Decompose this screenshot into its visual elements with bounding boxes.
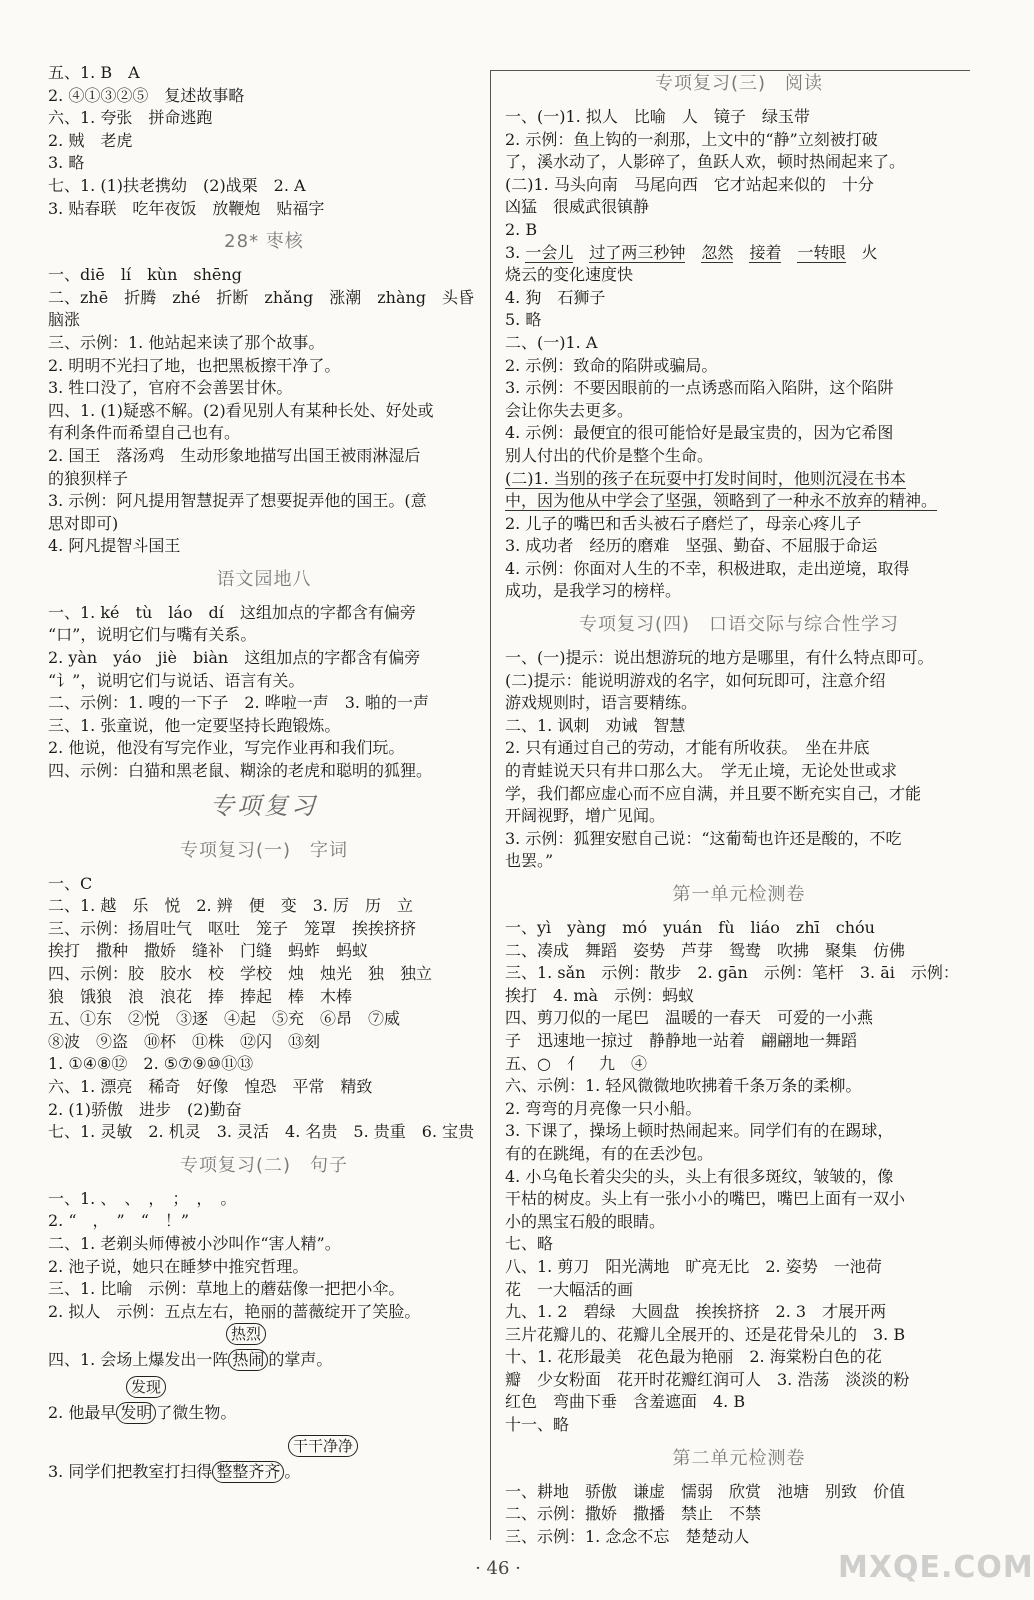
answer-line: 2. 弯弯的月亮像一只小船。 [505, 1098, 702, 1118]
answer-line: 2. yàn yáo jiè biàn 这组加点的字都含有偏旁 [48, 648, 421, 668]
answer-line: 3. 示例：阿凡提用智慧捉弄了想要捉弄他的国王。(意 [48, 491, 427, 511]
answer-fragment: 3. [505, 242, 526, 262]
answer-line: 2. B [505, 219, 538, 239]
answer-line: 十一、略 [505, 1415, 570, 1435]
circled-word: 热闹 [228, 1349, 268, 1371]
answer-fragment: 一转眼 [797, 242, 846, 262]
answer-line: 2. 明明不光扫了地，也把黑板擦干净了。 [48, 355, 341, 375]
answer-line: 2. 国王 落汤鸡 生动形象地描写出国王被雨淋湿后 [48, 445, 421, 465]
answer-line: 三、1. sǎn 示例：散步 2. gān 示例：笔杆 3. āi 示例： [505, 963, 959, 983]
answer-line: 九、1. 2 碧绿 大圆盘 挨挨挤挤 2. 3 才展开两 [505, 1302, 887, 1322]
answer-line: 三、示例：扬眉吐气 呕吐 笼子 笼罩 挨挨挤挤 [48, 918, 417, 938]
answer-line: 开阔视野，增广见闻。 [505, 806, 666, 826]
watermark-logo [838, 1542, 1034, 1594]
answer-line: 四、示例：白猫和黑老鼠、糊涂的老虎和聪明的狐狸。 [48, 761, 433, 781]
answer-line: 二、凑成 舞蹈 姿势 芦芽 鸳鸯 吹拂 聚集 仿佛 [505, 940, 906, 960]
correction-label: 发现 [126, 1376, 166, 1398]
sentence-text: 。 [284, 1461, 301, 1481]
answer-line: 4. 小乌龟长着尖尖的头，头上有很多斑纹，皱皱的，像 [505, 1166, 894, 1186]
sentence-text: 3. 同学们把教室打扫得 [48, 1461, 213, 1481]
section-title: 第二单元检测卷 [672, 1447, 806, 1469]
circled-word: 整整齐齐 [212, 1461, 284, 1483]
answer-line: 4. 狗 石狮子 [505, 287, 606, 307]
answer-line: 二、zhē 折腾 zhé 折断 zhǎng 涨潮 zhàng 头昏 [48, 287, 475, 307]
answer-line: 2. 贼 老虎 [48, 130, 133, 150]
sentence-text: 2. 他最早 [48, 1402, 117, 1422]
answer-line: 学，我们都应虚心而不应自满，并且要不断充实自己，才能 [505, 783, 922, 803]
answer-line: 3. 示例：不要因眼前的一点诱惑而陷入陷阱，这个陷阱 [505, 378, 894, 398]
section-title: 专项复习(四) 口语交际与综合性学习 [578, 614, 900, 636]
answer-line: 2. 示例：鱼上钩的一刹那，上文中的“静”立刻被打破 [505, 129, 878, 149]
answer-line: 四、示例：胶 胶水 校 学校 烛 烛光 独 独立 [48, 964, 433, 983]
answer-line: 2. 池子说，她只在睡梦中推究哲理。 [48, 1256, 309, 1276]
sentence-text: 四、1. 会场上爆发出一阵 [48, 1350, 229, 1370]
answer-line: 2. “ ， ” “ ！” [48, 1211, 190, 1231]
sentence-text: 的掌声。 [268, 1350, 333, 1370]
answer-line: 四、1. (1)疑惑不解。(2)看见别人有某种长处、好处或 [48, 400, 434, 420]
answer-line: 的狼狈样子 [48, 468, 129, 488]
answer-line: 3. 成功者 经历的磨难 坚强、勤奋、不屈服于命运 [505, 536, 878, 556]
answer-line: 五、○ 亻 九 ④ [505, 1053, 647, 1073]
underlined-answer-line [505, 468, 973, 491]
answer-line: 一、C [48, 873, 93, 893]
answer-line: 凶猛 很威武很镇静 [505, 197, 650, 217]
answer-line: 六、示例：1. 轻风微微地吹拂着千条万条的柔柳。 [505, 1076, 862, 1096]
section-title: 第一单元检测卷 [672, 884, 806, 905]
answer-line: (二)1. 马头向南 马尾向西 它才站起来似的 十分 [505, 174, 874, 194]
answer-fragment: 中，因为他从中学会了坚强，领略到了一种永不放弃的精神。 [505, 491, 938, 511]
underlined-answer-line [505, 242, 973, 265]
correction-label: 热烈 [226, 1323, 266, 1345]
answer-line: 挨打 4. mà 示例：蚂蚁 [505, 985, 695, 1005]
answer-line: 十、1. 花形最美 花色最为艳丽 2. 海棠粉白色的花 [505, 1347, 882, 1367]
answer-line: 八、1. 剪刀 阳光满地 旷亮无比 2. 姿势 一池荷 [505, 1256, 882, 1276]
answer-line: 二、1. 讽刺 劝诫 智慧 [505, 715, 686, 735]
answer-line: 二、1. 越 乐 悦 2. 辨 便 变 3. 厉 历 立 [48, 896, 414, 916]
answer-line: 三、示例：1. 念念不忘 楚楚动人 [505, 1526, 750, 1546]
section-title: 28* 枣核 [224, 231, 304, 253]
answer-line: 二、示例：撒娇 撒播 禁止 不禁 [505, 1504, 762, 1524]
correction-label: 干干净净 [288, 1435, 358, 1457]
answer-line: 2. 只有通过自己的劳动，才能有所收获。 坐在井底 [505, 738, 870, 758]
answer-line: 1. ①④⑧⑫ 2. ⑤⑦⑨⑩⑪⑬ [48, 1054, 254, 1074]
answer-fragment: 过了两三秒钟 [589, 242, 686, 262]
answer-line: 二、(一)1. A [505, 332, 598, 352]
section-title: 专项复习 [210, 791, 318, 820]
answer-fragment [573, 243, 589, 262]
answer-line: 三、1. 比喻 示例：草地上的蘑菇像一把把小伞。 [48, 1279, 405, 1299]
sentence-text: 了微生物。 [156, 1402, 237, 1422]
watermark-text: MXQE.COM [838, 1550, 1034, 1585]
annotated-sentence [48, 1377, 480, 1425]
answer-line: 5. 略 [505, 310, 542, 330]
answer-line: 六、1. 漂亮 稀奇 好像 惶恐 平常 精致 [48, 1076, 373, 1096]
answer-line: 2. (1)骄傲 进步 (2)勤奋 [48, 1099, 242, 1119]
answer-line: 五、1. B A [48, 63, 140, 82]
answer-line: 烧云的变化速度快 [505, 265, 634, 285]
answer-line: 3. 贴春联 吃年夜饭 放鞭炮 贴福字 [48, 198, 325, 218]
answer-line: 四、剪刀似的一尾巴 温暖的一春天 可爱的一小燕 [505, 1008, 874, 1028]
answer-fragment: 一会儿 [525, 242, 574, 262]
answer-line: 一、yì yàng mó yuán fù liáo zhī chóu [505, 918, 875, 937]
answer-line: 一、耕地 骄傲 谦虚 懦弱 欣赏 池塘 别致 价值 [505, 1481, 906, 1501]
answer-line: 2. ④①③②⑤ 复述故事略 [48, 85, 245, 105]
answer-line: 4. 阿凡提智斗国王 [48, 536, 181, 556]
answer-line: 3. 略 [48, 153, 85, 173]
answer-line: 2. 示例：致命的陷阱或骗局。 [505, 355, 718, 375]
answer-line: 思对即可) [48, 513, 119, 533]
column-divider [490, 70, 491, 1540]
answer-line: 2. 儿子的嘴巴和舌头被石子磨烂了，母亲心疼儿子 [505, 513, 862, 533]
section-title: 语文园地八 [216, 568, 312, 590]
answer-line: 小的黑宝石般的眼睛。 [505, 1211, 666, 1231]
answer-line: 2. 他说，他没有写完作业，写完作业再和我们玩。 [48, 738, 405, 758]
answer-line: 瓣 少女粉面 花开时花瓣红润可人 3. 浩荡 淡淡的粉 [505, 1369, 910, 1389]
answer-line: 的青蛙说天只有井口那么大。 学无止境，无论处世或求 [505, 761, 898, 781]
answer-line: 3. 下课了，操场上顿时热闹起来。同学们有的在踢球， [505, 1121, 894, 1141]
answer-line: “讠”，说明它们与说话、语言有关。 [48, 670, 305, 690]
answer-fragment: 接着 [749, 242, 782, 262]
answer-line: 二、1. 老剃头师傅被小沙叫作“害人精”。 [48, 1233, 341, 1253]
section-title: 专项复习(一) 字词 [179, 839, 349, 861]
answer-line: 七、略 [505, 1234, 554, 1254]
answer-line: 三片花瓣儿的、花瓣儿全展开的、还是花骨朵儿的 3. B [505, 1324, 906, 1344]
answer-line: 3. 示例：狐狸安慰自己说：“这葡萄也许还是酸的，不吃 [505, 828, 902, 848]
answer-line: (二)提示：能说明游戏的名字，如何玩即可，注意介绍 [505, 670, 886, 690]
answer-line: 成功，是我学习的榜样。 [505, 581, 682, 601]
answer-line: 红色 弯曲下垂 含羞遮面 4. B [505, 1392, 746, 1412]
answer-line: 脑涨 [48, 310, 81, 330]
answer-fragment [733, 243, 749, 262]
answer-line: 会让你失去更多。 [505, 400, 634, 420]
underlined-answer-line [505, 490, 973, 513]
answer-line: “口”，说明它们与嘴有关系。 [48, 625, 257, 645]
answer-line: 一、(一)提示：说出想游玩的地方是哪里，有什么特点即可。 [505, 648, 934, 668]
answer-line: 二、示例：1. 嗖的一下子 2. 哗啦一声 3. 啪的一声 [48, 693, 430, 713]
right-column [505, 62, 973, 1548]
annotated-sentence [48, 1436, 480, 1484]
answer-line: 有的在跳绳，有的在丢沙包。 [505, 1143, 714, 1163]
answer-line: 4. 示例：最便宜的很可能恰好是最宝贵的，因为它希图 [505, 423, 894, 443]
answer-line: 4. 示例：你面对人生的不幸，积极进取，走出逆境，取得 [505, 558, 910, 578]
answer-line: 花 一大幅活的画 [505, 1279, 634, 1299]
circled-word: 发明 [116, 1402, 156, 1424]
answer-line: ⑧波 ⑨盗 ⑩杯 ⑪株 ⑫闪 ⑬刻 [48, 1031, 321, 1051]
answer-line: 七、1. (1)扶老携幼 (2)战栗 2. A [48, 175, 306, 195]
answer-line: 3. 牲口没了，官府不会善罢甘休。 [48, 378, 293, 398]
answer-fragment [685, 243, 701, 262]
answer-line: 三、示例：1. 他站起来读了那个故事。 [48, 332, 325, 352]
annotated-sentence [48, 1325, 480, 1372]
answer-line: 也罢。” [505, 851, 554, 871]
left-column [48, 62, 480, 1483]
answer-line: 挨打 撒种 撒娇 缝补 门缝 蚂蚱 蚂蚁 [48, 941, 369, 961]
answer-line: 子 迅速地一掠过 静静地一站着 翩翩地一舞蹈 [505, 1030, 858, 1050]
answer-line: 五、①东 ②悦 ③逐 ④起 ⑤充 ⑥昂 ⑦威 [48, 1009, 401, 1029]
answer-fragment: (二)1. 当别的孩子在玩耍中打发时间时，他则沉浸在书本 [505, 468, 906, 488]
answer-line: 游戏规则时，语言要精练。 [505, 693, 698, 713]
answer-line: 有利条件而希望自己也有。 [48, 423, 241, 443]
answer-fragment [781, 243, 797, 262]
answer-line: 一、(一)1. 拟人 比喻 人 镜子 绿玉带 [505, 107, 810, 126]
section-title: 专项复习(三) 阅读 [654, 73, 824, 94]
answer-line: 一、1. ké tù láo dí 这组加点的字都含有偏旁 [48, 602, 416, 622]
answer-fragment: 火 [845, 242, 878, 262]
answer-line: 2. 拟人 示例：五点左右，艳丽的蔷薇绽开了笑脸。 [48, 1301, 421, 1321]
answer-line: 干枯的树皮。头上有一张小小的嘴巴，嘴巴上面有一双小 [505, 1189, 906, 1209]
answer-line: 了，溪水动了，人影碎了，鱼跃人欢，顿时热闹起来了。 [505, 152, 906, 172]
answer-line: 一、1. 、 、 ， ； ， 。 [48, 1188, 237, 1208]
answer-line: 六、1. 夸张 拼命逃跑 [48, 108, 213, 128]
answer-fragment: 忽然 [701, 242, 734, 262]
section-title: 专项复习(二) 句子 [179, 1154, 349, 1176]
answer-line: 别人付出的代价是整个生命。 [505, 445, 714, 465]
answer-line: 狼 饿狼 浪 浪花 捧 捧起 棒 木棒 [48, 986, 353, 1006]
answer-line: 三、1. 张童说，他一定要坚持长跑锻炼。 [48, 715, 341, 735]
answer-line: 一、diē lí kùn shēng [48, 265, 242, 285]
answer-line: 七、1. 灵敏 2. 机灵 3. 灵活 4. 名贵 5. 贵重 6. 宝贵 [48, 1122, 475, 1142]
page-number: · 46 · [475, 1558, 521, 1579]
